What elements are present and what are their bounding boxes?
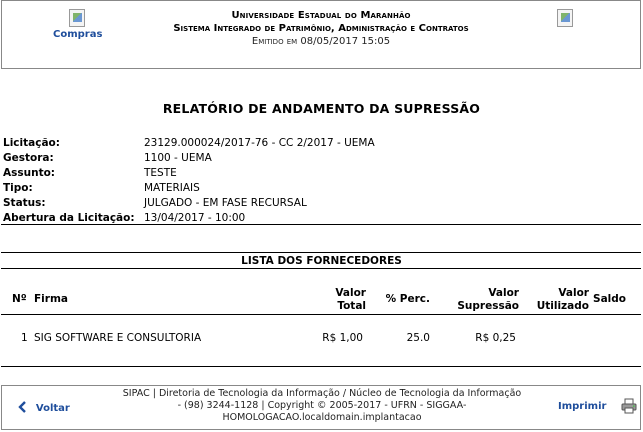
info-label: Status:	[3, 197, 46, 209]
cell-firma: SIG SOFTWARE E CONSULTORIA	[34, 332, 202, 344]
col-header-saldo: Saldo	[593, 293, 626, 305]
col-header-valor-total	[300, 287, 366, 313]
info-value: 1100 - UEMA	[144, 152, 212, 164]
col-header-valor-supressao	[440, 287, 519, 313]
printer-icon[interactable]	[621, 398, 637, 414]
divider	[1, 268, 641, 269]
info-label: Tipo:	[3, 182, 33, 194]
info-row-gestora	[3, 151, 640, 166]
info-row-assunto	[3, 166, 640, 181]
footer-line: SIPAC | Diretoria de Tecnologia da Informação / Núcleo de Tecnologia da Informação	[122, 388, 522, 399]
university-name: Universidade Estadual do Maranhão	[231, 10, 411, 21]
col-header-text: Valor	[335, 287, 366, 299]
info-label: Assunto:	[3, 167, 56, 179]
issued-at-label: Emitido em	[251, 36, 298, 47]
cell-valor-total: R$ 1,00	[322, 332, 363, 344]
info-label: Gestora:	[3, 152, 54, 164]
footer	[1, 385, 641, 430]
system-name: Sistema Integrado de Patrimônio, Administração e Contratos	[173, 23, 469, 34]
info-value: TESTE	[144, 167, 177, 179]
col-header-valor-utilizado	[525, 287, 589, 313]
cell-valor-supressao: R$ 0,25	[475, 332, 516, 344]
divider	[1, 224, 641, 225]
col-header-text: Utilizado	[536, 300, 589, 312]
info-label: Abertura da Licitação:	[3, 212, 135, 224]
footer-line: HOMOLOGACAO.localdomain.implantacao	[222, 412, 422, 423]
footer-line: - (98) 3244-1128 | Copyright © 2005-2017 - UFRN - SIGGAA-	[177, 400, 467, 411]
report-header	[1, 0, 641, 69]
col-header-text: Supressão	[457, 300, 519, 312]
info-value: MATERIAIS	[144, 182, 200, 194]
col-header-perc: % Perc.	[385, 293, 430, 305]
back-button[interactable]	[18, 400, 70, 416]
divider	[1, 314, 641, 315]
cell-num: 1	[21, 332, 28, 344]
info-row-status	[3, 196, 640, 211]
print-button[interactable]: Imprimir	[558, 401, 607, 412]
bidding-info	[3, 136, 640, 226]
info-row-tipo	[3, 181, 640, 196]
info-value: 23129.000024/2017-76 - CC 2/2017 - UEMA	[144, 137, 375, 149]
col-header-text: Valor	[488, 287, 519, 299]
col-header-firma: Firma	[34, 293, 68, 305]
issued-at	[2, 36, 640, 47]
back-button-label: Voltar	[35, 403, 70, 414]
col-header-text: Valor	[558, 287, 589, 299]
divider	[1, 252, 641, 253]
cell-perc: 25.0	[406, 332, 430, 344]
report-title: RELATÓRIO DE ANDAMENTO DA SUPRESSÃO	[162, 101, 481, 116]
info-value: 13/04/2017 - 10:00	[144, 212, 246, 224]
col-header-num: Nº	[12, 293, 27, 305]
suppliers-list-title: LISTA DOS FORNECEDORES	[241, 255, 402, 267]
col-header-text: Total	[337, 300, 366, 312]
footer-credits	[82, 388, 562, 424]
info-label: Licitação:	[3, 137, 60, 149]
issued-at-value: 08/05/2017 15:05	[300, 36, 391, 47]
info-value: JULGADO - EM FASE RECURSAL	[144, 197, 307, 209]
chevron-left-icon	[18, 400, 32, 416]
institution-logo-icon	[557, 9, 573, 27]
compras-link[interactable]: Compras	[53, 29, 103, 40]
divider	[1, 366, 641, 367]
info-row-licitacao	[3, 136, 640, 151]
